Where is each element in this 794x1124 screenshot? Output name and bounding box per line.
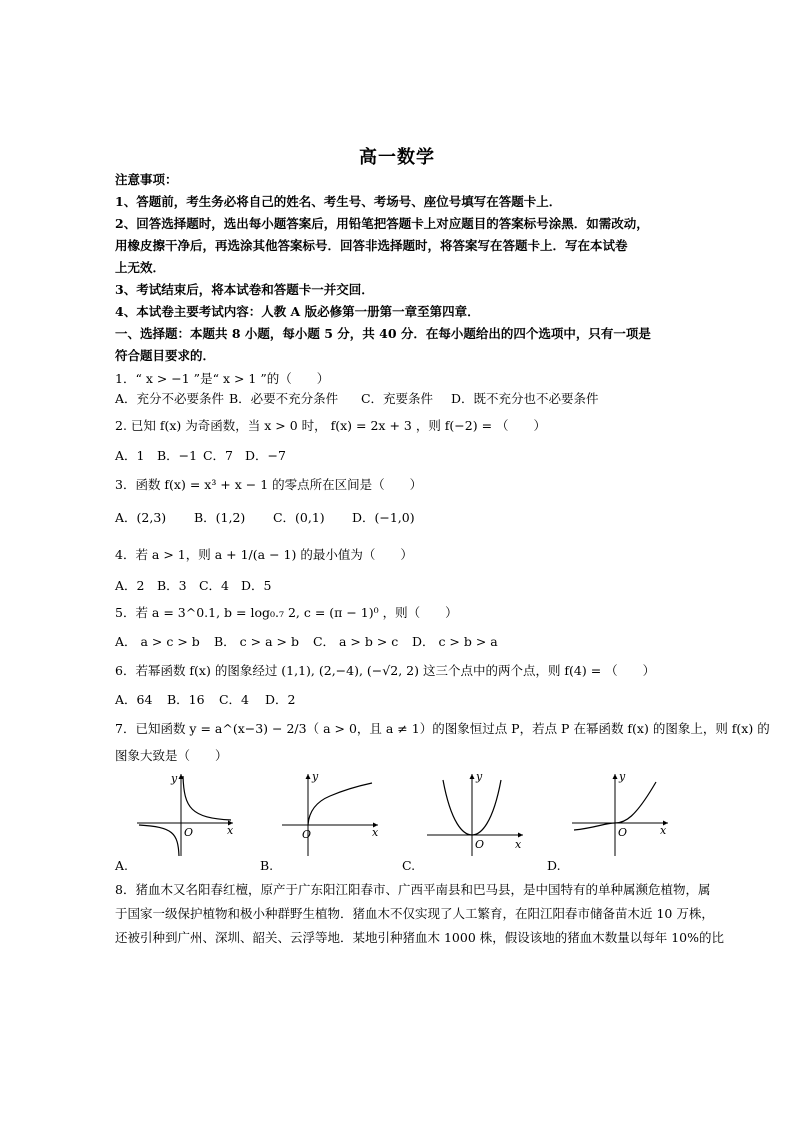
q1-option-b: B．必要不充分条件 xyxy=(228,391,339,406)
q7-graph-b-ylabel: y xyxy=(312,770,319,783)
q8-stem-a: 8．猪血木又名阳春红檀，原产于广东阳江阳春市、广西平南县和巴马县，是中国特有的单种属濒危植物，属 xyxy=(115,882,711,897)
q6-option-c: C．4 xyxy=(218,692,249,707)
q2-options xyxy=(115,446,695,466)
q1-option-c: C．充要条件 xyxy=(360,391,434,406)
q5-options xyxy=(115,632,695,652)
q1-stem: 1．“ x > −1 ”是“ x > 1 ”的（ ） xyxy=(115,371,330,386)
q4-option-d: D．5 xyxy=(240,578,272,593)
q7-stem-b: 图象大致是（ ） xyxy=(115,748,228,763)
q3-option-c: C．(0,1) xyxy=(272,510,325,525)
section1-line-b: 符合题目要求的． xyxy=(115,348,216,363)
q7-graph-b-origin: O xyxy=(302,828,312,841)
q7-graph-d-origin: O xyxy=(618,826,628,839)
section1-line-a: 一、选择题：本题共 8 小题，每小题 5 分，共 40 分．在每小题给出的四个选项中，只有一项是 xyxy=(115,326,651,341)
q5-option-d: D． c > b > a xyxy=(411,634,498,649)
q4-options xyxy=(115,576,695,596)
q5-option-c: C． a > b > c xyxy=(312,634,399,649)
q6-option-a: A．64 xyxy=(115,692,153,707)
q7-graph-a-xlabel: x xyxy=(227,824,234,837)
q7-option-b: B. xyxy=(260,858,274,873)
q7-option-a: A. xyxy=(115,858,129,873)
q7-graph-d xyxy=(570,768,670,858)
q8-stem-c: 还被引种到广州、深圳、韶关、云浮等地．某地引种猪血木 1000 株，假设该地的猪血木数量以每年 10%的比 xyxy=(115,930,725,945)
q7-graph-a-origin: O xyxy=(184,826,194,839)
q6-option-d: D．2 xyxy=(264,692,296,707)
q1-option-d: D．既不充分也不必要条件 xyxy=(450,391,599,406)
q3-stem: 3．函数 f(x) = x³ + x − 1 的零点所在区间是（ ） xyxy=(115,477,423,492)
q7-graph-c xyxy=(425,768,525,858)
q8-stem-b: 于国家一级保护植物和极小种群野生植物．猪血木不仅实现了人工繁育，在阳江阳春市储备苗木近 10 万株， xyxy=(115,906,714,921)
notice-heading: 注意事项： xyxy=(115,172,178,187)
q7-stem-a: 7．已知函数 y = a^(x−3) − 2/3（ a > 0，且 a ≠ 1）的图象恒过点 P，若点 P 在幂函数 f(x) 的图象上，则 f(x) 的 xyxy=(115,721,770,736)
q7-graph-c-ylabel: y xyxy=(476,770,483,783)
q6-stem: 6．若幂函数 f(x) 的图象经过 (1,1), (2,−4), (−√2, 2) 这三个点中的两个点，则 f(4) = （ ） xyxy=(115,663,656,678)
q2-option-d: D．−7 xyxy=(244,448,286,463)
notice-line-3: 3、考试结束后，将本试卷和答题卡一并交回． xyxy=(115,282,374,297)
q3-option-a: A．(2,3) xyxy=(115,510,167,525)
q2-option-b: B．−1 xyxy=(156,448,198,463)
q7-graph-d-xlabel: x xyxy=(660,824,667,837)
q2-option-c: C．7 xyxy=(202,448,233,463)
notice-line-2b: 用橡皮擦干净后，再选涂其他答案标号．回答非选择题时，将答案写在答题卡上．写在本试卷 xyxy=(115,238,628,253)
q7-graph-c-origin: O xyxy=(475,838,485,851)
q1-option-a: A．充分不必要条件 xyxy=(115,391,225,406)
q5-option-b: B． c > a > b xyxy=(213,634,299,649)
q7-graph-d-ylabel: y xyxy=(619,770,626,783)
notice-line-2c: 上无效． xyxy=(115,260,166,275)
q7-option-c: C. xyxy=(402,858,416,873)
q4-option-c: C．4 xyxy=(198,578,229,593)
q7-graph-c-xlabel: x xyxy=(515,838,522,851)
q7-graph-options xyxy=(115,768,695,873)
q1-options xyxy=(115,389,695,409)
q7-graph-a xyxy=(135,768,235,858)
q7-graph-b-xlabel: x xyxy=(372,826,379,839)
q2-stem: 2. 已知 f(x) 为奇函数，当 x > 0 时， f(x) = 2x + 3 ，则 f(−2) = （ ） xyxy=(115,418,547,433)
q4-stem: 4．若 a > 1，则 a + 1/(a − 1) 的最小值为（ ） xyxy=(115,547,413,562)
q4-option-a: A．2 xyxy=(115,578,145,593)
q7-graph-b xyxy=(280,768,380,858)
q3-option-d: D．(−1,0) xyxy=(351,510,415,525)
q5-option-a: A． a > c > b xyxy=(115,634,200,649)
q5-stem: 5．若 a = 3^0.1, b = log₀.₇ 2, c = (π − 1)⁰ ，则（ ） xyxy=(115,605,458,620)
notice-line-2a: 2、回答选择题时，选出每小题答案后，用铅笔把答题卡上对应题目的答案标号涂黑．如需改动， xyxy=(115,216,649,231)
q6-option-b: B．16 xyxy=(166,692,205,707)
q3-option-b: B．(1,2) xyxy=(193,510,246,525)
notice-line-1: 1、答题前，考生务必将自己的姓名、考生号、考场号、座位号填写在答题卡上． xyxy=(115,194,562,209)
q2-option-a: A．1 xyxy=(115,448,145,463)
q4-option-b: B．3 xyxy=(156,578,187,593)
q7-graph-a-ylabel: y xyxy=(171,772,178,785)
q3-options xyxy=(115,508,695,528)
notice-line-4: 4、本试卷主要考试内容：人教 A 版必修第一册第一章至第四章． xyxy=(115,304,480,319)
q6-options xyxy=(115,690,695,710)
q7-option-d: D. xyxy=(547,858,561,873)
page-title: 高一数学 xyxy=(359,147,435,168)
